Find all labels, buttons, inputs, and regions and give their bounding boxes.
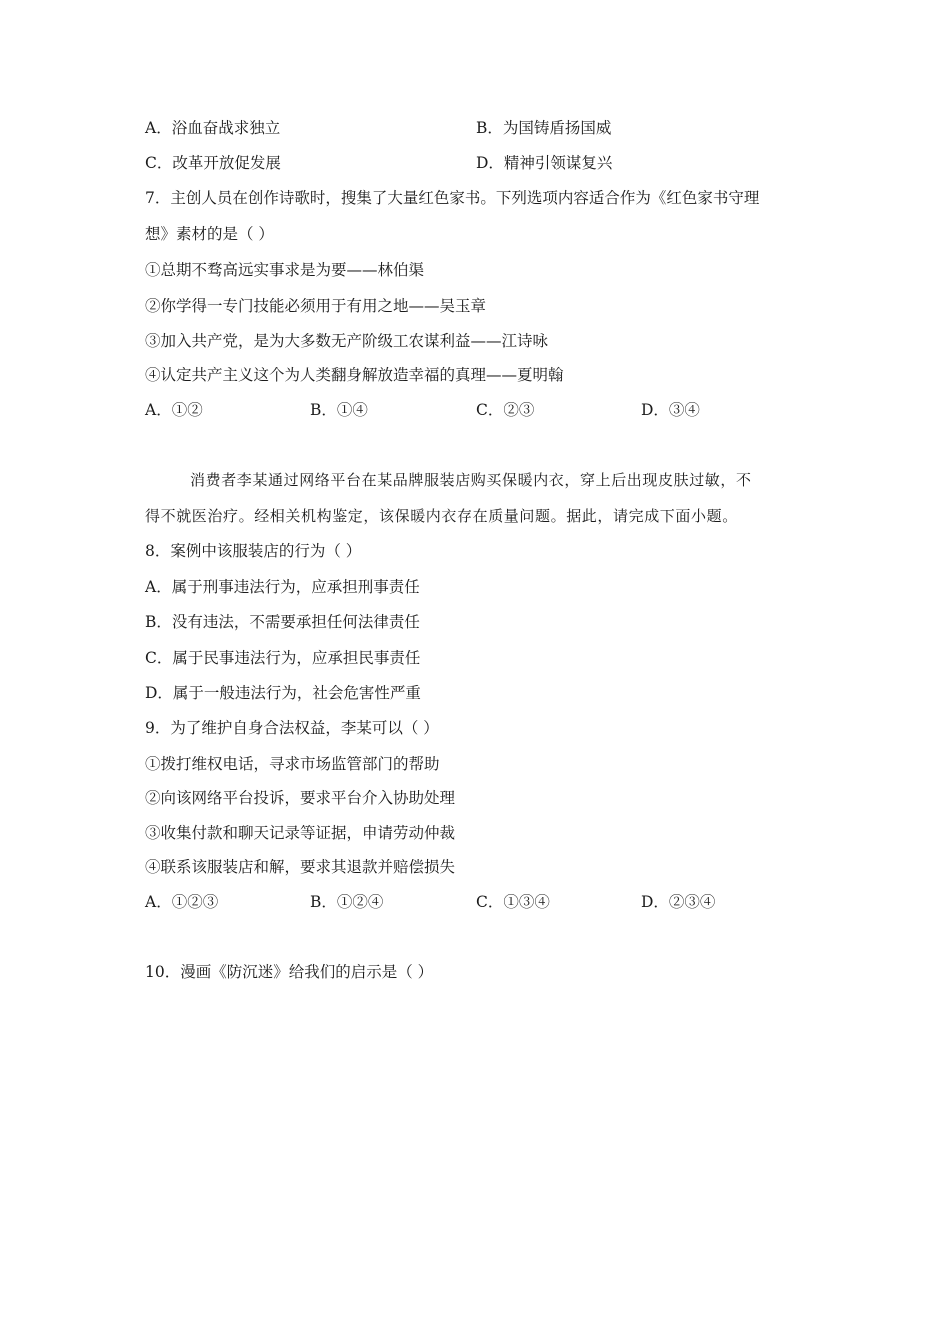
q7-item-3: ③加入共产党，是为大多数无产阶级工农谋利益——江诗咏 — [145, 332, 549, 350]
q7-stem-line2: 想》素材的是（ ） — [145, 225, 274, 243]
passage-line2: 得不就医治疗。经相关机构鉴定，该保暖内衣存在质量问题。据此，请完成下面小题。 — [145, 507, 738, 525]
q9-item-2: ②向该网络平台投诉，要求平台介入协助处理 — [145, 789, 456, 807]
q9-option-c: C．①③④ — [476, 893, 550, 911]
q8-option-b: B．没有违法，不需要承担任何法律责任 — [145, 613, 420, 631]
q7-item-1: ①总期不骛高远实事求是为要——林伯渠 — [145, 261, 425, 279]
q9-option-a: A．①②③ — [145, 893, 219, 911]
q9-option-d: D．②③④ — [641, 893, 716, 911]
q7-item-2: ②你学得一专门技能必须用于有用之地——吴玉章 — [145, 297, 487, 315]
q9-item-3: ③收集付款和聊天记录等证据，申请劳动仲裁 — [145, 824, 456, 842]
q6-option-c: C．改革开放促发展 — [145, 154, 281, 172]
q10-stem: 10．漫画《防沉迷》给我们的启示是（ ） — [145, 963, 434, 981]
q9-option-b: B．①②④ — [310, 893, 384, 911]
q9-item-1: ①拨打维权电话，寻求市场监管部门的帮助 — [145, 755, 440, 773]
q6-option-a: A．浴血奋战求独立 — [145, 119, 281, 137]
q7-option-c: C．②③ — [476, 401, 535, 419]
passage-line1: 消费者李某通过网络平台在某品牌服装店购买保暖内衣，穿上后出现皮肤过敏，不 — [190, 471, 752, 489]
q9-item-4: ④联系该服装店和解，要求其退款并赔偿损失 — [145, 858, 456, 876]
q8-option-c: C．属于民事违法行为，应承担民事责任 — [145, 649, 421, 667]
q7-option-a: A．①② — [145, 401, 203, 419]
q8-stem: 8．案例中该服装店的行为（ ） — [145, 542, 362, 560]
q9-stem: 9．为了维护自身合法权益，李某可以（ ） — [145, 719, 439, 737]
q6-option-b: B．为国铸盾扬国威 — [476, 119, 612, 137]
q7-option-b: B．①④ — [310, 401, 368, 419]
q7-stem-line1: 7．主创人员在创作诗歌时，搜集了大量红色家书。下列选项内容适合作为《红色家书守理 — [145, 189, 760, 207]
q7-option-d: D．③④ — [641, 401, 700, 419]
q6-option-d: D．精神引领谋复兴 — [476, 154, 613, 172]
q8-option-d: D．属于一般违法行为，社会危害性严重 — [145, 684, 421, 702]
q7-item-4: ④认定共产主义这个为人类翻身解放造幸福的真理——夏明翰 — [145, 366, 564, 384]
q8-option-a: A．属于刑事违法行为，应承担刑事责任 — [145, 578, 420, 596]
